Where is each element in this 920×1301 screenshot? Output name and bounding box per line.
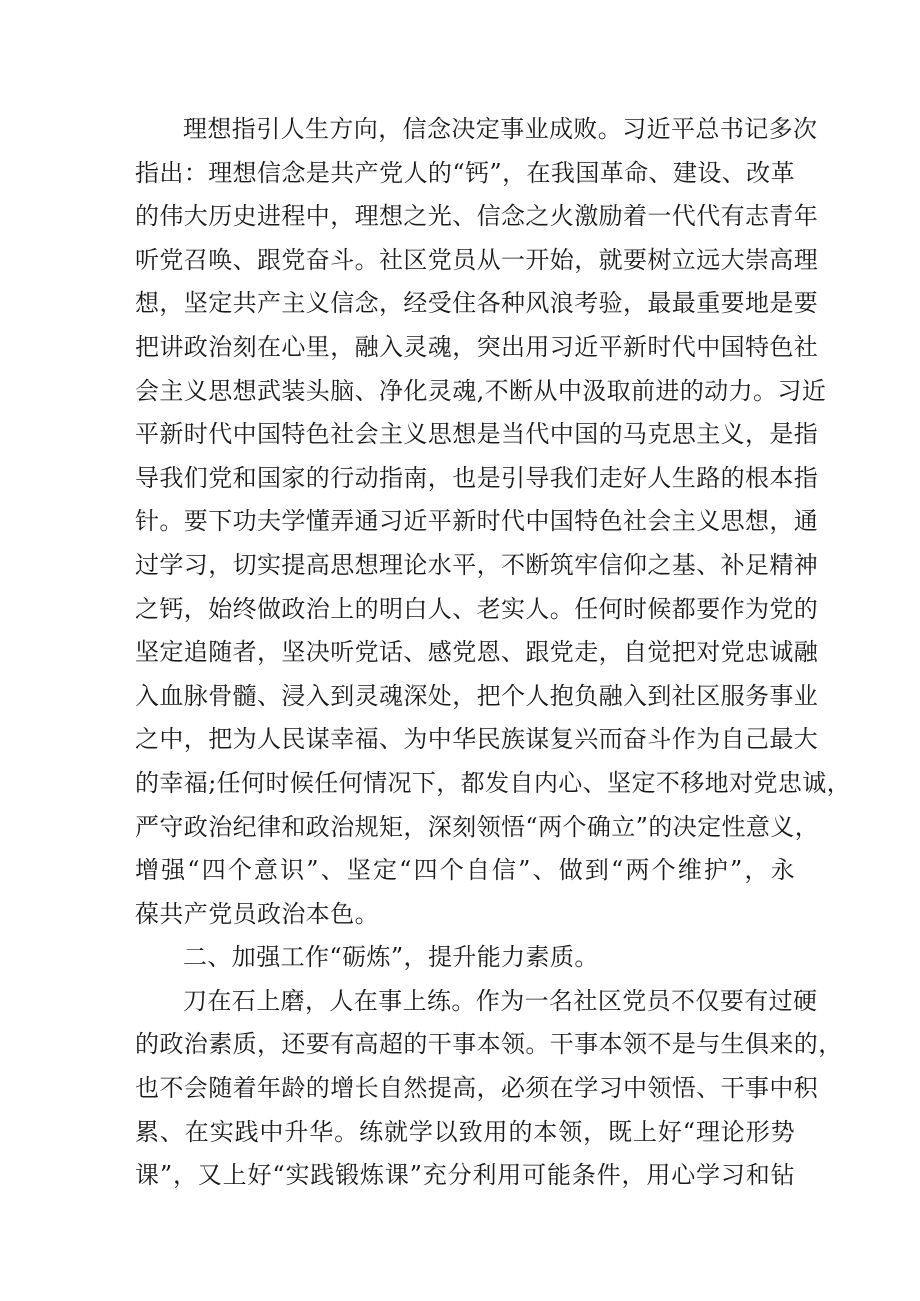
text-line: 的伟大历史进程中，理想之光、信念之火激励着一代代有志青年 <box>135 202 819 231</box>
text-line: 葆共产党员政治本色。 <box>135 899 379 928</box>
text-line: 之中，把为人民谋幸福、为中华民族谋复兴而奋斗作为自己最大 <box>135 725 819 754</box>
text-line: 累、在实践中升华。练就学以致用的本领，既上好“理论形势 <box>135 1117 795 1146</box>
text-line: 严守政治纪律和政治规矩，深刻领悟“两个确立”的决定性意义， <box>135 812 820 841</box>
document-body <box>135 108 852 1198</box>
text-line: 课”，又上好“实践锻炼课”充分利用可能条件，用心学习和钻 <box>135 1161 795 1190</box>
text-line: 把讲政治刻在心里，融入灵魂，突出用习近平新时代中国特色社 <box>135 332 819 361</box>
text-line: 针。要下功夫学懂弄通习近平新时代中国特色社会主义思想，通 <box>135 507 819 536</box>
text-line: 听党召唤、跟党奋斗。社区党员从一开始，就要树立远大崇高理 <box>135 245 819 274</box>
text-line: 的政治素质，还要有高超的干事本领。干事本领不是与生俱来的， <box>135 1030 843 1059</box>
text-line: 平新时代中国特色社会主义思想是当代中国的马克思主义，是指 <box>135 420 819 449</box>
text-line: 导我们党和国家的行动指南，也是引导我们走好人生路的根本指 <box>135 463 819 492</box>
section-heading: 二、加强工作“砺炼”，提升能力素质。 <box>183 943 599 972</box>
text-line: 增强“四个意识”、坚定“四个自信”、做到“两个维护”，永 <box>135 856 795 885</box>
text-line: 想，坚定共产主义信念，经受住各种风浪考验，最最重要地是要 <box>135 289 819 318</box>
paragraph-ideals <box>135 108 852 936</box>
text-line: 的幸福;任何时候任何情况下，都发自内心、坚定不移地对党忠诚， <box>135 768 852 797</box>
text-line: 刀在石上磨，人在事上练。作为一名社区党员不仅要有过硬 <box>183 986 818 1015</box>
paragraph-practice <box>135 980 843 1198</box>
text-line: 之钙，始终做政治上的明白人、老实人。任何时候都要作为党的 <box>135 594 819 623</box>
text-line: 入血脉骨髓、浸入到灵魂深处，把个人抱负融入到社区服务事业 <box>135 681 819 710</box>
text-line: 理想指引人生方向，信念决定事业成败。习近平总书记多次 <box>183 115 818 143</box>
text-line: 会主义思想武装头脑、净化灵魂,不断从中汲取前进的动力。习近 <box>135 376 827 405</box>
text-line: 坚定追随者，坚决听党话、感党恩、跟党走，自觉把对党忠诚融 <box>135 638 819 667</box>
text-line: 指出：理想信念是共产党人的“钙”，在我国革命、建设、改革 <box>135 158 795 187</box>
text-line: 也不会随着年龄的增长自然提高，必须在学习中领悟、干事中积 <box>135 1074 819 1103</box>
text-line: 过学习，切实提高思想理论水平，不断筑牢信仰之基、补足精神 <box>135 550 819 579</box>
